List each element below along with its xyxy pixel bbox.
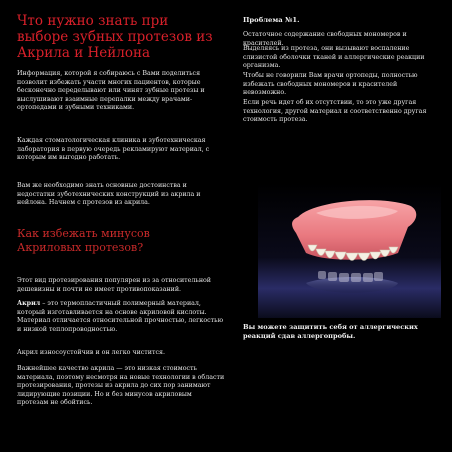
section-subheading: Как избежать минусов Акриловых протезов? <box>17 227 150 254</box>
intro-paragraph: Информация, которой я собираюсь с Вами поделиться позволит избежать участи многих пациентов, которые бесконечно переделывают или чинят зубные протезы и выслушивают взаимные перепалки между врачами-ортопедами и зубными техниками. <box>17 70 205 112</box>
acrylic-term: Акрил <box>17 300 41 307</box>
acrylic-definition-paragraph <box>17 300 225 334</box>
cost-paragraph: Важнейшее качество акрила — это низкая стоимость материала, поэтому несмотря на новые технологии в области протезирования, протезы из акрила до сих пор занимают лидирующие позиции. Но и без минусов акриловым протезам не обойтись. <box>17 365 225 407</box>
clinic-paragraph: Каждая стоматологическая клиника и зуботехническая лаборатория в первую очередь рекламируют материал, с которым им выгодно работать. <box>17 137 210 162</box>
acrylic-definition-text: – это термопластичный полимерный материал, который изготавливается на основе акриловой кислоты. Материал отличается относительной прочностью, легкостью и низкой теплопроводностью. <box>17 300 224 333</box>
wear-paragraph: Акрил износоустойчив и он легко чистится. <box>17 349 165 356</box>
denture-photo <box>258 183 441 318</box>
page-title: Что нужно знать при выборе зубных протезов из Акрила и Нейлона <box>17 13 213 61</box>
popularity-paragraph: Этот вид протезирования популярен из за относительной дешевизны и почти не имеет противопоказаний. <box>17 277 211 293</box>
materials-paragraph: Вам же необходимо знать основные достоинства и недостатки зуботехнических конструкций из акрила и нейлона. Начнем с протезов из акрила. <box>17 182 201 207</box>
problem-summary: Остаточное содержание свободных мономеров и красителей. <box>243 31 407 47</box>
problem-unavoidable: Чтобы не говорили Вам врачи ортопеды, полностью избежать свободных мономеров и красителей невозможно. <box>243 72 418 97</box>
problem-effects: Выделяясь из протеза, они вызывают воспаление слизистой оболочки тканей и аллергические реакции организма. <box>243 45 425 70</box>
problem-alternative: Если речь идет об их отсутствии, то это уже другая технология, другой материал и соответственно другая стоимость протеза. <box>243 99 427 124</box>
problem-heading: Проблема №1. <box>243 16 300 24</box>
allergy-caption: Вы можете защитить себя от аллергических реакций сдав аллергопробы. <box>243 323 418 340</box>
